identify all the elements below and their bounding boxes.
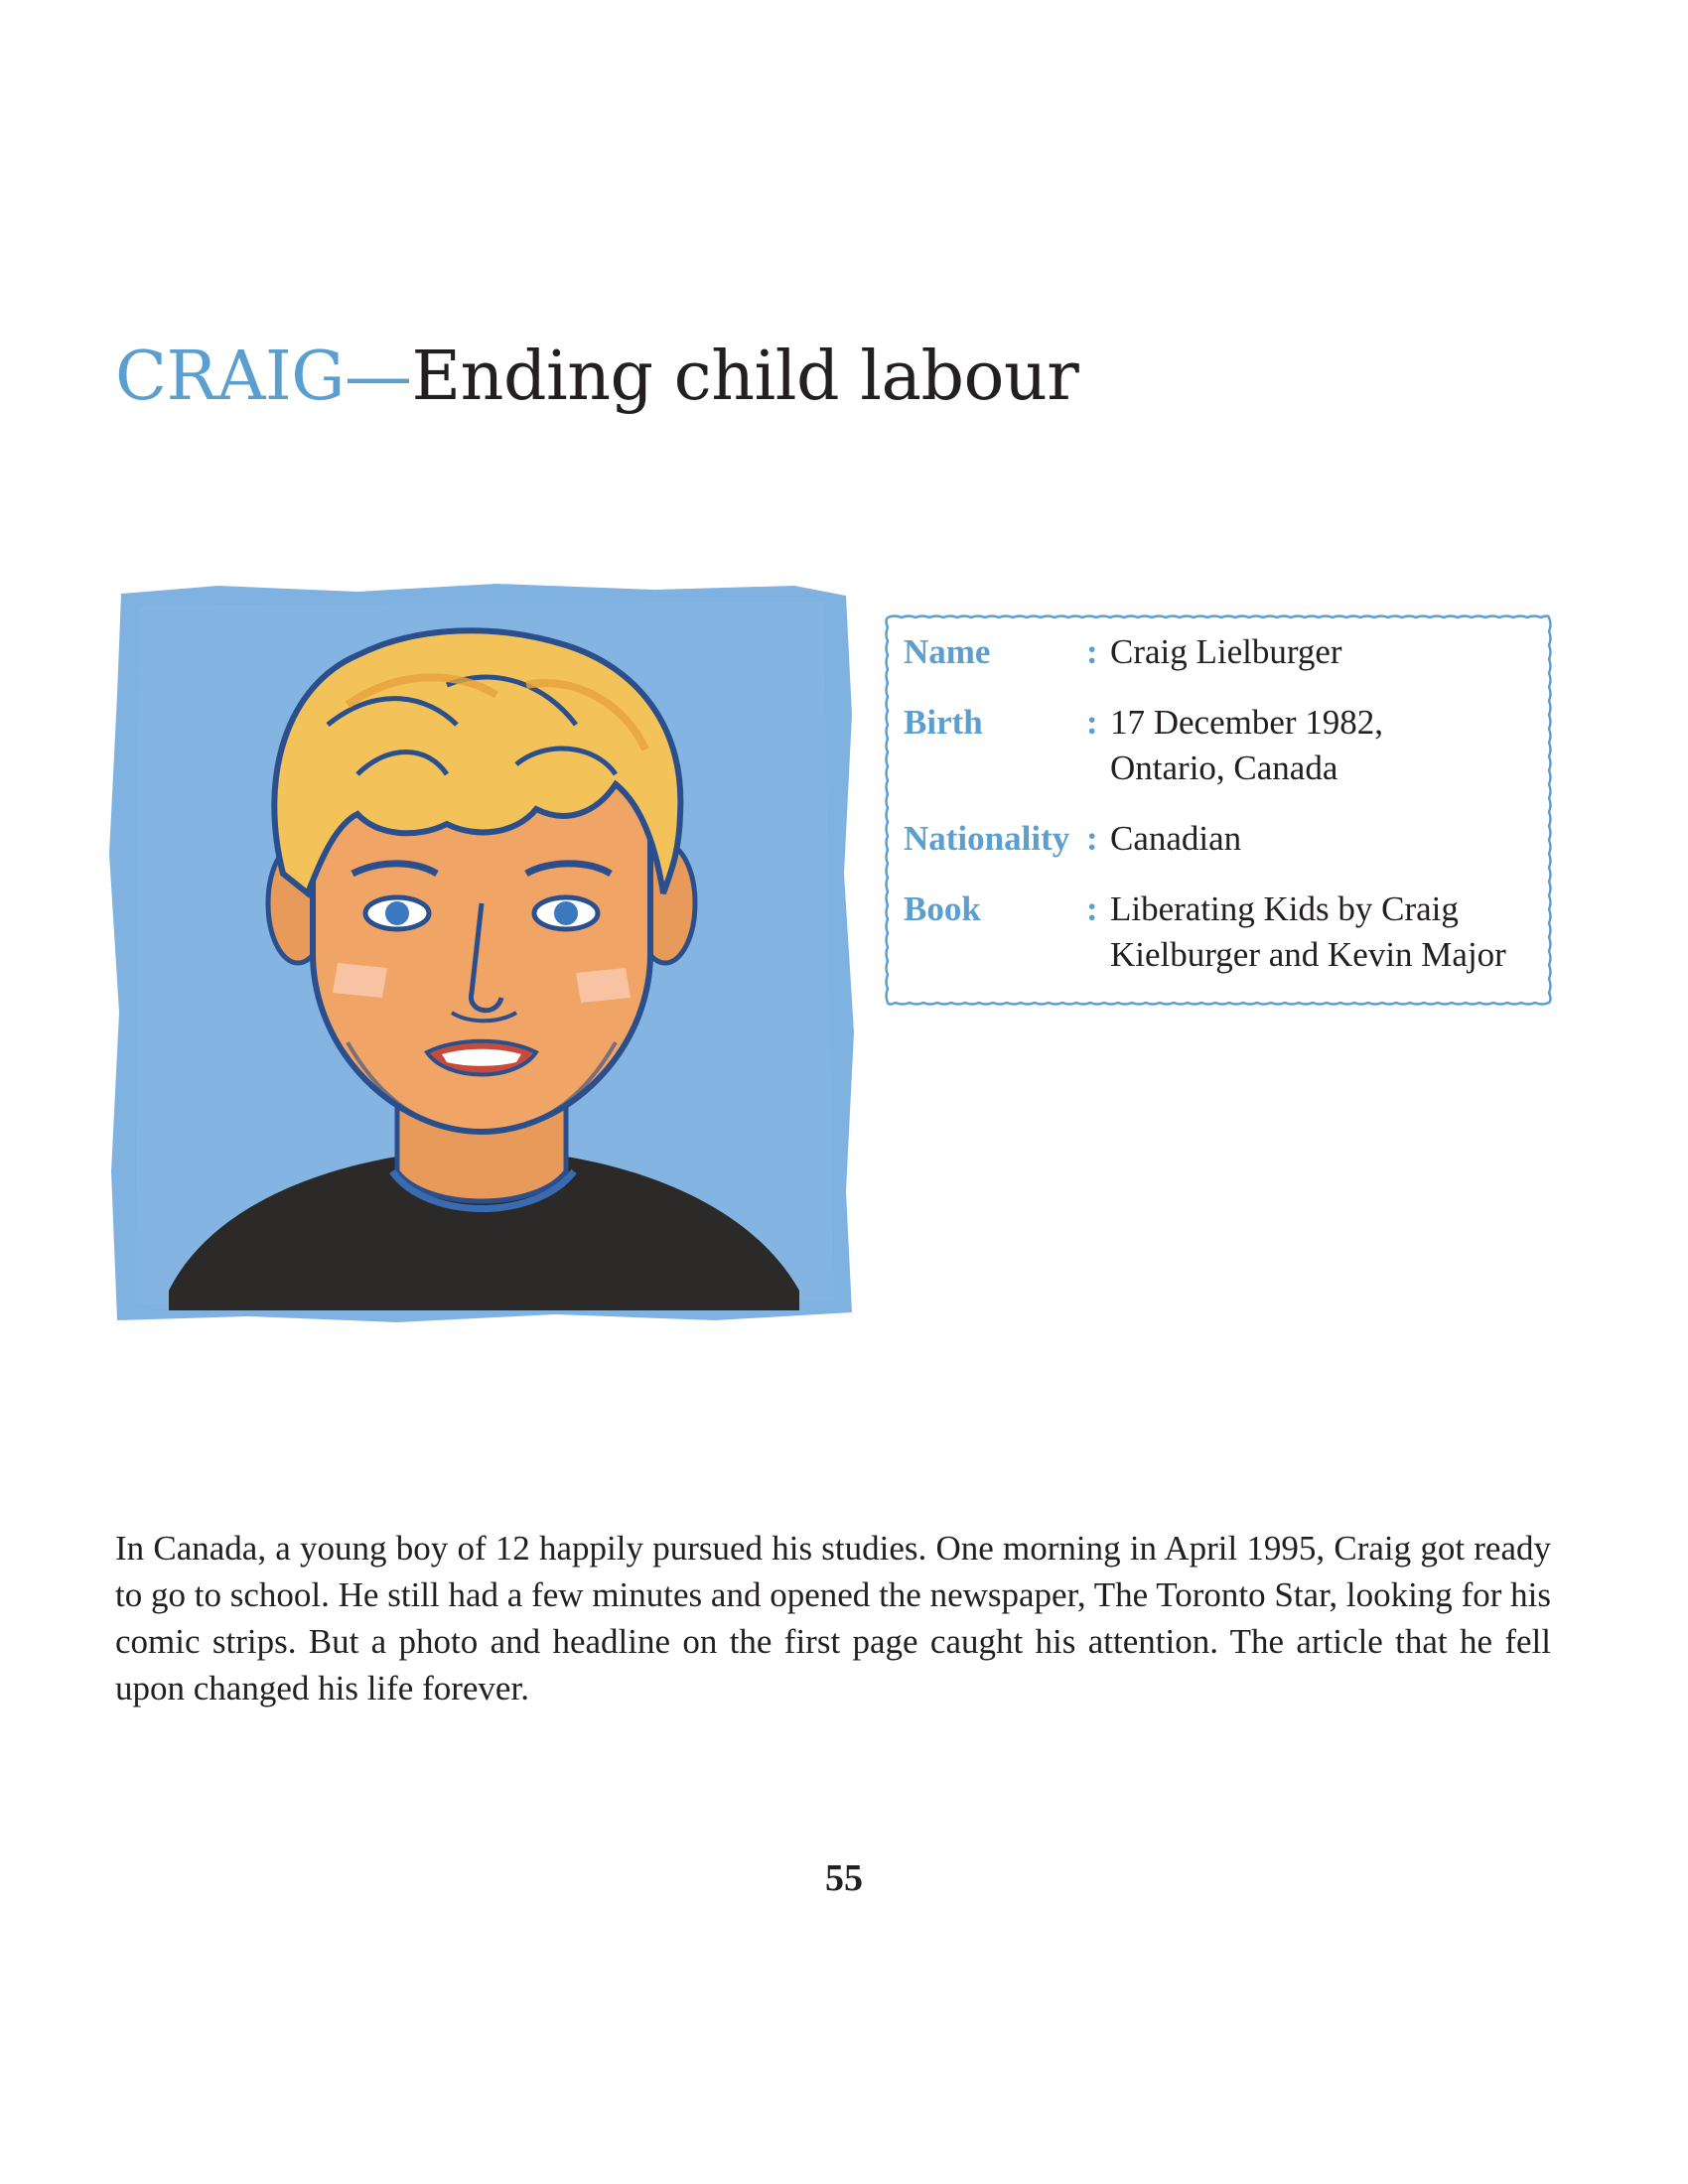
info-row-book	[904, 887, 1539, 978]
info-row-name	[904, 629, 1539, 675]
info-colon: :	[1086, 889, 1098, 928]
info-row-birth	[904, 700, 1539, 791]
page-title	[115, 328, 1078, 427]
info-row-nationality	[904, 816, 1539, 862]
portrait-illustration	[99, 576, 864, 1330]
info-table	[904, 629, 1539, 1003]
info-label: Birth	[904, 703, 983, 742]
info-value: Canadian	[1110, 819, 1242, 858]
body-paragraph: In Canada, a young boy of 12 happily pursued his studies. One morning in April 1995, Craig got ready to go to school. He still had a few minutes and opened the newspaper, The Toronto Star, looking for his comic strips. But a photo and headline on the first page caught his attention. The article that he fell upon changed his life forever.	[115, 1529, 1551, 1707]
title-name: CRAIG—	[115, 338, 412, 416]
info-box	[884, 614, 1553, 1007]
info-colon: :	[1086, 703, 1098, 742]
info-value: 17 December 1982, Ontario, Canada	[1110, 703, 1384, 787]
info-label: Book	[904, 889, 981, 928]
info-colon: :	[1086, 632, 1098, 671]
info-label: Nationality	[904, 819, 1070, 858]
page-number: 55	[825, 1857, 863, 1899]
info-colon: :	[1086, 819, 1098, 858]
info-value: Liberating Kids by Craig Kielburger and Kevin Major	[1110, 889, 1506, 974]
info-value: Craig Lielburger	[1110, 632, 1342, 671]
info-label: Name	[904, 632, 991, 671]
title-subtitle: Ending child labour	[411, 338, 1079, 416]
